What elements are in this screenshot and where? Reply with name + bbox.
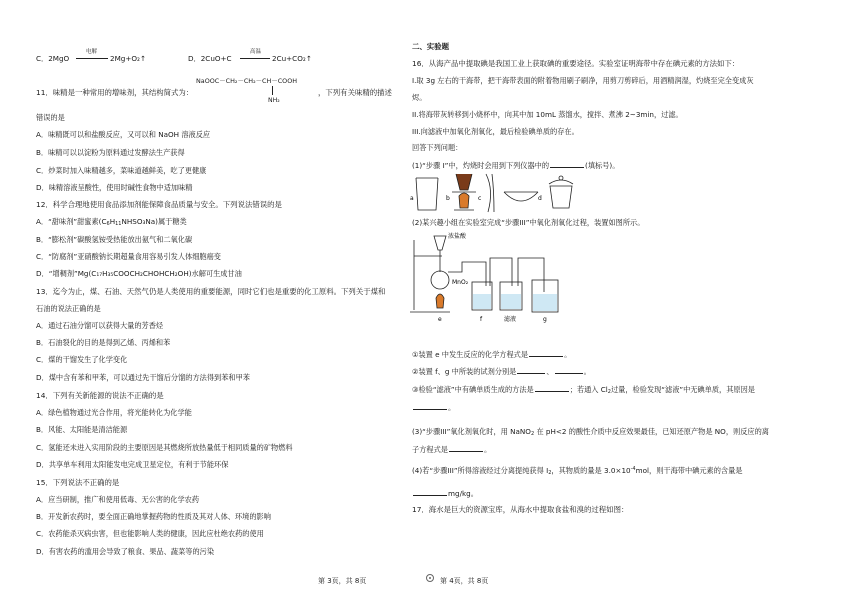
apparatus-options-figure xyxy=(408,170,588,218)
q12-stem: 12．科学合理地使用食品添加剂能保障食品质量与安全。下列说法错误的是 xyxy=(36,200,282,209)
apparatus-label-a: a xyxy=(410,195,414,202)
page-number-right: 第 4页，共 8页 xyxy=(440,577,489,585)
chlorine-apparatus-figure xyxy=(408,232,588,324)
q16-part-2-3-blank: 。 xyxy=(412,402,455,412)
apparatus-label-d: d xyxy=(538,195,542,202)
q16-part-3-cont: 子方程式是 。 xyxy=(412,445,492,454)
q15-option-d: D．有害农药的滥用会导致了粮食、果品、蔬菜等的污染 xyxy=(36,547,215,556)
option-c: C．2MgO xyxy=(36,54,70,63)
q11-option-b: B．味精可以以淀粉为原料通过发酵法生产获得 xyxy=(36,148,185,157)
q17-stem: 17．海水是巨大的资源宝库，从海水中提取食盐和溴的过程如图： xyxy=(412,505,629,514)
q16-part-1: (1)“步骤 I”中，灼烧时会用到下列仪器中的 (填标号)。 xyxy=(412,161,620,170)
round-flask-icon xyxy=(431,271,449,289)
q12-option-d: D．“增稠剂”Mg(C₁₇H₃₅COOCH₂CHOHCH₂OH)水解可生成甘油 xyxy=(36,269,242,278)
q13-option-b: B．石油裂化的目的是得到乙烯、丙烯和苯 xyxy=(36,338,171,347)
q14-option-a: A．绿色植物通过光合作用，将光能转化为化学能 xyxy=(36,408,192,417)
q13-stem: 13．迄今为止，煤、石油、天然气仍是人类使用的重要能源，同时它们也是重要的化工原料。下列关于煤和 xyxy=(36,287,386,296)
label-f: f xyxy=(480,316,483,323)
q11-stem-cont: 错误的是 xyxy=(36,113,65,122)
q11-formula: NaOOC－CH₂－CH₂－CH－COOH xyxy=(196,77,298,85)
q16-stem: 16．从海产品中提取碘是我国工业上获取碘的重要途径。实验室证明海带中存在碘元素的方法如下： xyxy=(412,59,740,68)
q16-part-3: (3)“步骤III”氧化剂氧化时，用 NaNO$_2$ 在 pH<2 的酸性介质中反应效果最佳，已知还原产物是 NO，则反应的离 xyxy=(412,427,769,437)
q14-option-d: D．共享单车利用太阳能发电完成卫星定位，有利于节能环保 xyxy=(36,460,229,469)
q15-stem: 15．下列说法不正确的是 xyxy=(36,478,120,487)
option-c-product: 2Mg+O₂↑ xyxy=(110,54,146,63)
q16-step-1: I.取 3g 左右的干海带，把干海带表面的附着物用刷子刷净，用剪刀剪碎后，用酒精润湿，灼烧至完全变成灰 xyxy=(412,76,754,85)
alcohol-lamp-icon xyxy=(436,294,444,308)
q11-stem-tail: ，下列有关味精的描述 xyxy=(318,88,392,97)
q15-option-b: B．开发新农药时，要全面正确地掌握药物的性质及其对人体、环境的影响 xyxy=(36,512,271,521)
q11-formula-bond xyxy=(272,86,273,95)
q11-option-d: D．味精溶液呈酸性，使用时碱性食物中适加味精 xyxy=(36,183,193,192)
q11-stem: 11．味精是一种常用的增味剂，其结构简式为： xyxy=(36,88,194,97)
q13-option-a: A．通过石油分馏可以获得大量的芳香烃 xyxy=(36,321,164,330)
label-g: g xyxy=(543,316,547,323)
separatory-funnel-icon xyxy=(434,236,446,250)
q14-option-b: B．风能、太阳能是清洁能源 xyxy=(36,425,128,434)
q11-option-c: C．炒菜时加入味精越多，菜味道越鲜美，吃了更健康 xyxy=(36,166,207,175)
option-d-arrow xyxy=(240,58,270,59)
q13-option-c: C．煤的干馏发生了化学变化 xyxy=(36,355,128,364)
q16-step-3: III.向滤液中加氧化剂氧化，最后检验碘单质的存在。 xyxy=(412,127,579,136)
q12-option-c: C．“防腐剂”亚硝酸钠长期超量食用容易引发人体细胞癌变 xyxy=(36,252,221,261)
page-number-left: 第 3页，共 8页 xyxy=(318,577,367,585)
label-concentrated-hcl: 浓盐酸 xyxy=(448,233,467,240)
crucible-burner-icon xyxy=(452,174,476,210)
label-mno2: MnO₂ xyxy=(452,279,469,286)
beaker-icon xyxy=(416,178,438,210)
label-filtrate: 滤液 xyxy=(504,316,517,323)
q12-option-a: A．“甜味剂”甜蜜素$(C_6H_{11}NHSO_3Na)$属于糖类 xyxy=(36,217,187,227)
option-d-product: 2Cu+CO₂↑ xyxy=(272,54,312,63)
crucible-with-lid-icon xyxy=(549,176,573,208)
q16-step-1-cont: 烬。 xyxy=(412,93,427,102)
option-c-condition: 电解 xyxy=(86,49,98,55)
q16-answer-prompt: 回答下列问题： xyxy=(412,143,463,152)
evaporating-dish-icon xyxy=(504,192,538,201)
q16-part-2-3: ③检验“滤液”中有碘单质生成的方法是 ；若通入 $Cl_2$过量，检验发现“滤液”中无碘单质，其原因是 xyxy=(412,385,755,395)
q13-stem-cont: 石油的说法正确的是 xyxy=(36,304,101,313)
right-page xyxy=(410,0,860,608)
section-title: 二、实验题 xyxy=(412,42,449,51)
q16-part-2-2: ②装置 f、g 中所装的试剂分别是 、 。 xyxy=(412,367,591,376)
option-c-arrow xyxy=(76,58,108,59)
q11-formula-nh2: NH₂ xyxy=(268,97,280,104)
q15-option-c: C．农药能杀灭病虫害，但也能影响人类的健康，因此应杜绝农药的使用 xyxy=(36,529,264,538)
q12-option-b: B．“膨松剂”碳酸氢铵受热能放出氨气和二氧化碳 xyxy=(36,235,193,244)
q14-stem: 14．下列有关新能源的说法不正确的是 xyxy=(36,391,164,400)
option-d-condition: 高温 xyxy=(250,49,262,55)
apparatus-label-b: b xyxy=(446,195,450,202)
label-e: e xyxy=(438,316,442,323)
q16-part-2: (2)某兴趣小组在实验室完成“步骤III”中氧化剂氧化过程，装置如图所示。 xyxy=(412,218,645,227)
q16-step-2: II.将海带灰转移到小烧杯中，向其中加 10mL 蒸馏水，搅拌、煮沸 2~3min，过滤。 xyxy=(412,110,683,119)
q16-part-4: (4)若“步骤III”所得溶液经过分离提纯获得 $I_2$，其物质的量是 $3.0\times 10^{-4}mol$，则干海带中碘元素的含量是 xyxy=(412,466,743,476)
crucible-tongs-icon xyxy=(486,174,494,212)
q14-option-c: C．氢能还未进入实用阶段的主要原因是其燃烧所放热量低于相同质量的矿物燃料 xyxy=(36,443,293,452)
q11-option-a: A．味精既可以和盐酸反应，又可以和 NaOH 溶液反应 xyxy=(36,130,211,139)
q15-option-a: A．应当研制，推广和使用低毒、无公害的化学农药 xyxy=(36,495,200,504)
q13-option-d: D．煤中含有苯和甲苯，可以通过先干馏后分馏的方法得到苯和甲苯 xyxy=(36,373,250,382)
q16-part-4-cont: mg/kg。 xyxy=(412,488,478,498)
apparatus-label-c: c xyxy=(478,195,482,202)
option-d: D．2CuO+C xyxy=(188,54,232,63)
q16-part-2-1: ①装置 e 中发生反应的化学方程式是 。 xyxy=(412,350,572,359)
